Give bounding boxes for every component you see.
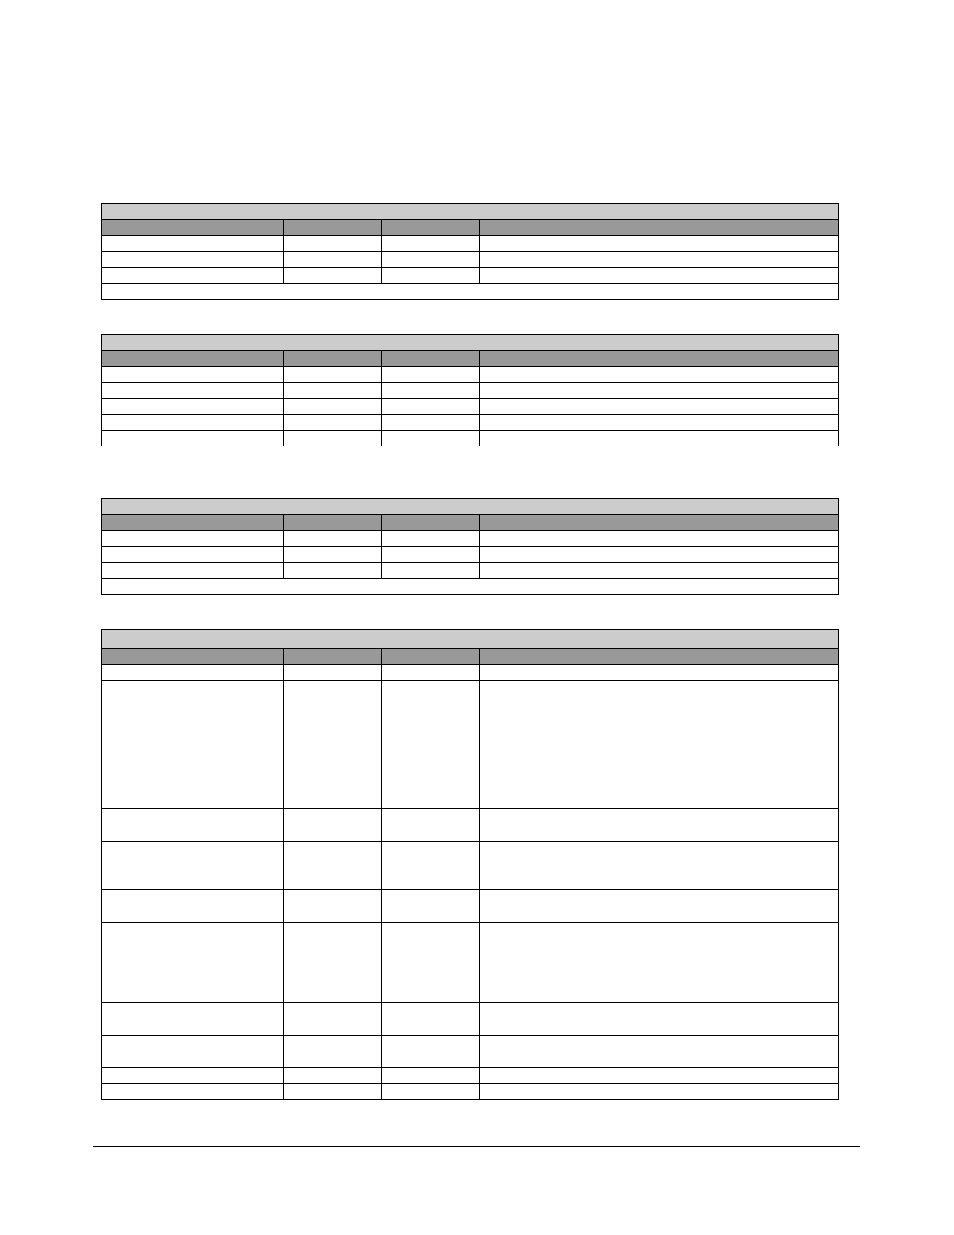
table-cell (102, 665, 284, 681)
table-cell (284, 842, 382, 890)
table-cell (102, 367, 284, 383)
table-cell (102, 268, 284, 284)
table-row (102, 563, 839, 579)
table-cell (480, 1084, 839, 1100)
table-cell (382, 809, 480, 842)
table-cell (284, 1084, 382, 1100)
table-cell (382, 1003, 480, 1036)
table-cell (284, 681, 382, 809)
table-row (102, 809, 839, 842)
table-row (102, 1036, 839, 1068)
table-cell (102, 1036, 284, 1068)
table-row (102, 665, 839, 681)
table-row (102, 1003, 839, 1036)
table-cell (382, 268, 480, 284)
table-cell (480, 399, 839, 415)
table-row (102, 236, 839, 252)
table-cell (284, 367, 382, 383)
table-cell (102, 1068, 284, 1084)
table-cell (102, 383, 284, 399)
table-row (102, 399, 839, 415)
table-cell (102, 923, 284, 1003)
table-cell (382, 367, 480, 383)
table-cell (480, 1068, 839, 1084)
column-header (102, 220, 284, 236)
table-cell (480, 415, 839, 431)
table-cell (284, 383, 382, 399)
table-cell (284, 890, 382, 923)
table-row (102, 547, 839, 563)
table-cell (382, 665, 480, 681)
table-cell (382, 531, 480, 547)
table-cell (480, 923, 839, 1003)
footer-text (93, 1152, 860, 1166)
table-row (102, 1084, 839, 1100)
table-cell (382, 236, 480, 252)
table-row (102, 367, 839, 383)
table-cell (284, 665, 382, 681)
table-cell (382, 842, 480, 890)
column-header (480, 515, 839, 531)
table-row (102, 531, 839, 547)
table-cell (102, 399, 284, 415)
table-cell (480, 563, 839, 579)
table-cell (284, 809, 382, 842)
column-header (102, 649, 284, 665)
table-cell (102, 547, 284, 563)
column-header (382, 649, 480, 665)
column-header (382, 220, 480, 236)
table-cell (102, 1084, 284, 1100)
table-cell (480, 252, 839, 268)
column-header (284, 649, 382, 665)
column-header (480, 649, 839, 665)
table-cell (480, 681, 839, 809)
table-row (102, 1068, 839, 1084)
table-cell (382, 890, 480, 923)
column-header (382, 351, 480, 367)
table-cell (102, 431, 284, 447)
table-cell (102, 563, 284, 579)
table-cell (284, 1003, 382, 1036)
table-cell (480, 1036, 839, 1068)
column-header (284, 515, 382, 531)
table-cell (480, 431, 839, 447)
table-cell (382, 399, 480, 415)
table-cell (102, 842, 284, 890)
table-cell (382, 1084, 480, 1100)
table-cell (382, 547, 480, 563)
table-row (102, 842, 839, 890)
table-cell (284, 563, 382, 579)
table-cell (102, 252, 284, 268)
table-cell (480, 890, 839, 923)
table-cell (382, 252, 480, 268)
table-cell (480, 383, 839, 399)
table-cell (102, 531, 284, 547)
table-cell (284, 236, 382, 252)
column-header (480, 351, 839, 367)
table-cell (480, 531, 839, 547)
table-cell (480, 547, 839, 563)
column-header (102, 515, 284, 531)
table-note (102, 579, 839, 595)
parameter-table-1 (101, 203, 839, 300)
table-row (102, 890, 839, 923)
table-row (102, 431, 839, 447)
column-header (284, 220, 382, 236)
table-cell (382, 431, 480, 447)
table-cell (480, 809, 839, 842)
parameter-table-4 (101, 629, 839, 1100)
table-cell (382, 383, 480, 399)
table-cell (382, 1036, 480, 1068)
table-cell (284, 531, 382, 547)
table-cell (284, 1036, 382, 1068)
table-cell (102, 890, 284, 923)
table-row (102, 268, 839, 284)
column-header (102, 351, 284, 367)
table-cell (480, 665, 839, 681)
table-cell (102, 415, 284, 431)
table-cell (382, 923, 480, 1003)
table-cell (480, 236, 839, 252)
table-cell (284, 399, 382, 415)
footer-rule (93, 1146, 860, 1147)
table-cell (102, 809, 284, 842)
table-title (102, 499, 839, 515)
table-title (102, 204, 839, 220)
table-row (102, 923, 839, 1003)
table-cell (480, 1003, 839, 1036)
table-cell (284, 268, 382, 284)
table-cell (480, 268, 839, 284)
table-cell (480, 842, 839, 890)
table-cell (102, 681, 284, 809)
table-cell (382, 563, 480, 579)
table-cell (284, 252, 382, 268)
table-row (102, 383, 839, 399)
table-cell (382, 681, 480, 809)
table-title (102, 335, 839, 351)
table-row (102, 252, 839, 268)
table-cell (284, 415, 382, 431)
table-cell (480, 367, 839, 383)
column-header (284, 351, 382, 367)
column-header (382, 515, 480, 531)
parameter-table-3 (101, 498, 839, 595)
table-cell (102, 236, 284, 252)
table-cell (382, 1068, 480, 1084)
table-cell (284, 431, 382, 447)
table-cell (284, 547, 382, 563)
table-cell (284, 923, 382, 1003)
table-title (102, 630, 839, 649)
table-row (102, 415, 839, 431)
table-cell (382, 415, 480, 431)
table-note (102, 284, 839, 300)
table-row (102, 681, 839, 809)
parameter-table-2 (101, 334, 839, 446)
column-header (480, 220, 839, 236)
table-cell (102, 1003, 284, 1036)
table-cell (284, 1068, 382, 1084)
